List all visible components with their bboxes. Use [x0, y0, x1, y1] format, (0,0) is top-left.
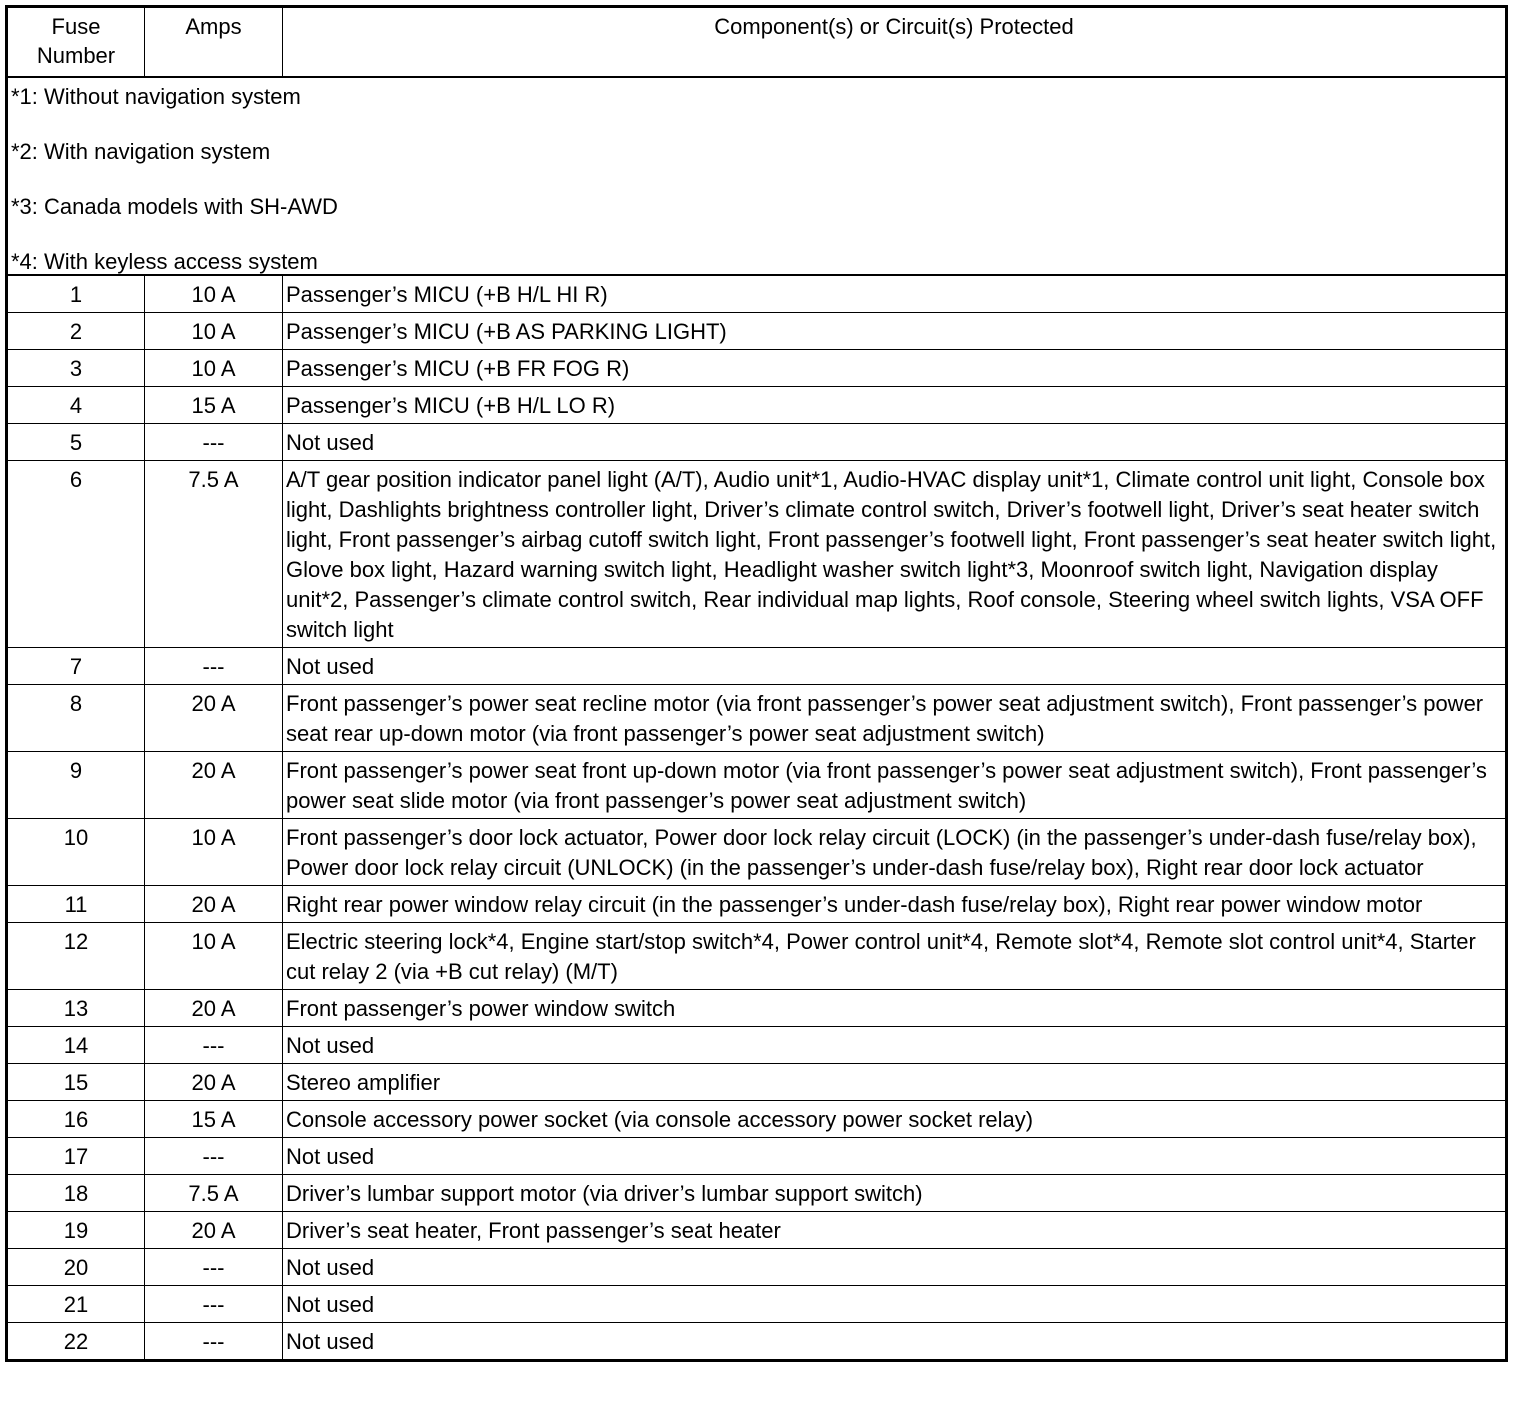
amps-cell: 15 A [145, 1101, 283, 1138]
table-row [7, 886, 1507, 923]
fuse-number-cell: 7 [7, 648, 145, 685]
fuse-number-cell: 5 [7, 424, 145, 461]
amps-cell: --- [145, 648, 283, 685]
fuse-number-cell: 22 [7, 1323, 145, 1361]
amps-cell: --- [145, 1138, 283, 1175]
component-cell: Driver’s lumbar support motor (via driver’s lumbar support switch) [283, 1175, 1507, 1212]
amps-cell: 20 A [145, 886, 283, 923]
table-row [7, 313, 1507, 350]
fuse-number-cell: 21 [7, 1286, 145, 1323]
amps-cell: 10 A [145, 275, 283, 313]
amps-cell: 7.5 A [145, 461, 283, 648]
footnote: *3: Canada models with SH-AWD [11, 194, 338, 219]
fuse-number-cell: 19 [7, 1212, 145, 1249]
component-cell: Not used [283, 424, 1507, 461]
component-cell: Passenger’s MICU (+B AS PARKING LIGHT) [283, 313, 1507, 350]
table-row [7, 990, 1507, 1027]
component-cell: Front passenger’s power seat recline motor (via front passenger’s power seat adjustment switch), Front passenger’s power seat rear up-down motor (via front passenger’s power seat adjustment switch) [283, 685, 1507, 752]
table-row [7, 461, 1507, 648]
fuse-number-cell: 12 [7, 923, 145, 990]
fuse-number-cell: 20 [7, 1249, 145, 1286]
component-cell: Front passenger’s door lock actuator, Power door lock relay circuit (LOCK) (in the passenger’s under-dash fuse/relay box), Power door lock relay circuit (UNLOCK) (in the passenger’s under-dash fuse/relay box), Right rear door lock actuator [283, 819, 1507, 886]
table-row [7, 1323, 1507, 1361]
fuse-number-cell: 4 [7, 387, 145, 424]
table-row [7, 1175, 1507, 1212]
fuse-number-cell: 15 [7, 1064, 145, 1101]
component-cell: Passenger’s MICU (+B FR FOG R) [283, 350, 1507, 387]
fuse-number-cell: 1 [7, 275, 145, 313]
amps-cell: --- [145, 1249, 283, 1286]
table-row [7, 1249, 1507, 1286]
component-cell: Not used [283, 1027, 1507, 1064]
table-row [7, 387, 1507, 424]
amps-cell: 20 A [145, 1212, 283, 1249]
fuse-number-cell: 8 [7, 685, 145, 752]
component-cell: Electric steering lock*4, Engine start/stop switch*4, Power control unit*4, Remote slot*4, Remote slot control unit*4, Starter cut relay 2 (via +B cut relay) (M/T) [283, 923, 1507, 990]
component-cell: Not used [283, 1323, 1507, 1361]
fuse-number-cell: 13 [7, 990, 145, 1027]
header-component: Component(s) or Circuit(s) Protected [283, 7, 1507, 78]
fuse-number-cell: 2 [7, 313, 145, 350]
component-cell: Right rear power window relay circuit (in the passenger’s under-dash fuse/relay box), Right rear power window motor [283, 886, 1507, 923]
component-cell: Driver’s seat heater, Front passenger’s seat heater [283, 1212, 1507, 1249]
amps-cell: --- [145, 1027, 283, 1064]
amps-cell: --- [145, 1286, 283, 1323]
fuse-number-cell: 9 [7, 752, 145, 819]
table-row [7, 350, 1507, 387]
component-cell: Console accessory power socket (via console accessory power socket relay) [283, 1101, 1507, 1138]
amps-cell: --- [145, 1323, 283, 1361]
component-cell: Front passenger’s power window switch [283, 990, 1507, 1027]
table-row [7, 685, 1507, 752]
component-cell: Passenger’s MICU (+B H/L LO R) [283, 387, 1507, 424]
fuse-number-cell: 17 [7, 1138, 145, 1175]
component-cell: Not used [283, 1138, 1507, 1175]
notes-row [7, 77, 1507, 275]
component-cell: Not used [283, 648, 1507, 685]
amps-cell: 7.5 A [145, 1175, 283, 1212]
table-row [7, 1064, 1507, 1101]
amps-cell: 20 A [145, 990, 283, 1027]
amps-cell: 10 A [145, 350, 283, 387]
component-cell: Front passenger’s power seat front up-down motor (via front passenger’s power seat adjustment switch), Front passenger’s power seat slide motor (via front passenger’s power seat adjustment switch) [283, 752, 1507, 819]
component-cell: A/T gear position indicator panel light (A/T), Audio unit*1, Audio-HVAC display unit*1, Climate control unit light, Console box light, Dashlights brightness controller light, Driver’s climate control switch, Driver’s footwell light, Driver’s seat heater switch light, Front passenger’s airbag cutoff switch light, Front passenger’s footwell light, Front passenger’s seat heater switch light, Glove box light, Hazard warning switch light, Headlight washer switch light*3, Moonroof switch light, Navigation display unit*2, Passenger’s climate control switch, Rear individual map lights, Roof console, Steering wheel switch lights, VSA OFF switch light [283, 461, 1507, 648]
header-fuse-number: Fuse Number [7, 7, 145, 78]
table-row [7, 1101, 1507, 1138]
footnote: *1: Without navigation system [11, 84, 301, 109]
amps-cell: 10 A [145, 923, 283, 990]
component-cell: Passenger’s MICU (+B H/L HI R) [283, 275, 1507, 313]
fuse-number-cell: 6 [7, 461, 145, 648]
amps-cell: 10 A [145, 313, 283, 350]
footnote: *4: With keyless access system [11, 249, 318, 274]
amps-cell: 20 A [145, 752, 283, 819]
table-row [7, 1212, 1507, 1249]
header-amps: Amps [145, 7, 283, 78]
fuse-number-cell: 10 [7, 819, 145, 886]
fuse-number-cell: 3 [7, 350, 145, 387]
fuse-table [5, 5, 1508, 1362]
footnote: *2: With navigation system [11, 139, 271, 164]
amps-cell: 20 A [145, 1064, 283, 1101]
table-row [7, 275, 1507, 313]
amps-cell: 15 A [145, 387, 283, 424]
table-row [7, 424, 1507, 461]
amps-cell: --- [145, 424, 283, 461]
table-row [7, 752, 1507, 819]
component-cell: Stereo amplifier [283, 1064, 1507, 1101]
fuse-number-cell: 18 [7, 1175, 145, 1212]
amps-cell: 10 A [145, 819, 283, 886]
fuse-number-cell: 14 [7, 1027, 145, 1064]
table-row [7, 1138, 1507, 1175]
table-row [7, 1286, 1507, 1323]
table-row [7, 923, 1507, 990]
table-row [7, 648, 1507, 685]
component-cell: Not used [283, 1286, 1507, 1323]
amps-cell: 20 A [145, 685, 283, 752]
header-row [7, 7, 1507, 78]
component-cell: Not used [283, 1249, 1507, 1286]
table-row [7, 1027, 1507, 1064]
table-row [7, 819, 1507, 886]
footnotes [7, 77, 1507, 275]
fuse-number-cell: 16 [7, 1101, 145, 1138]
fuse-number-cell: 11 [7, 886, 145, 923]
